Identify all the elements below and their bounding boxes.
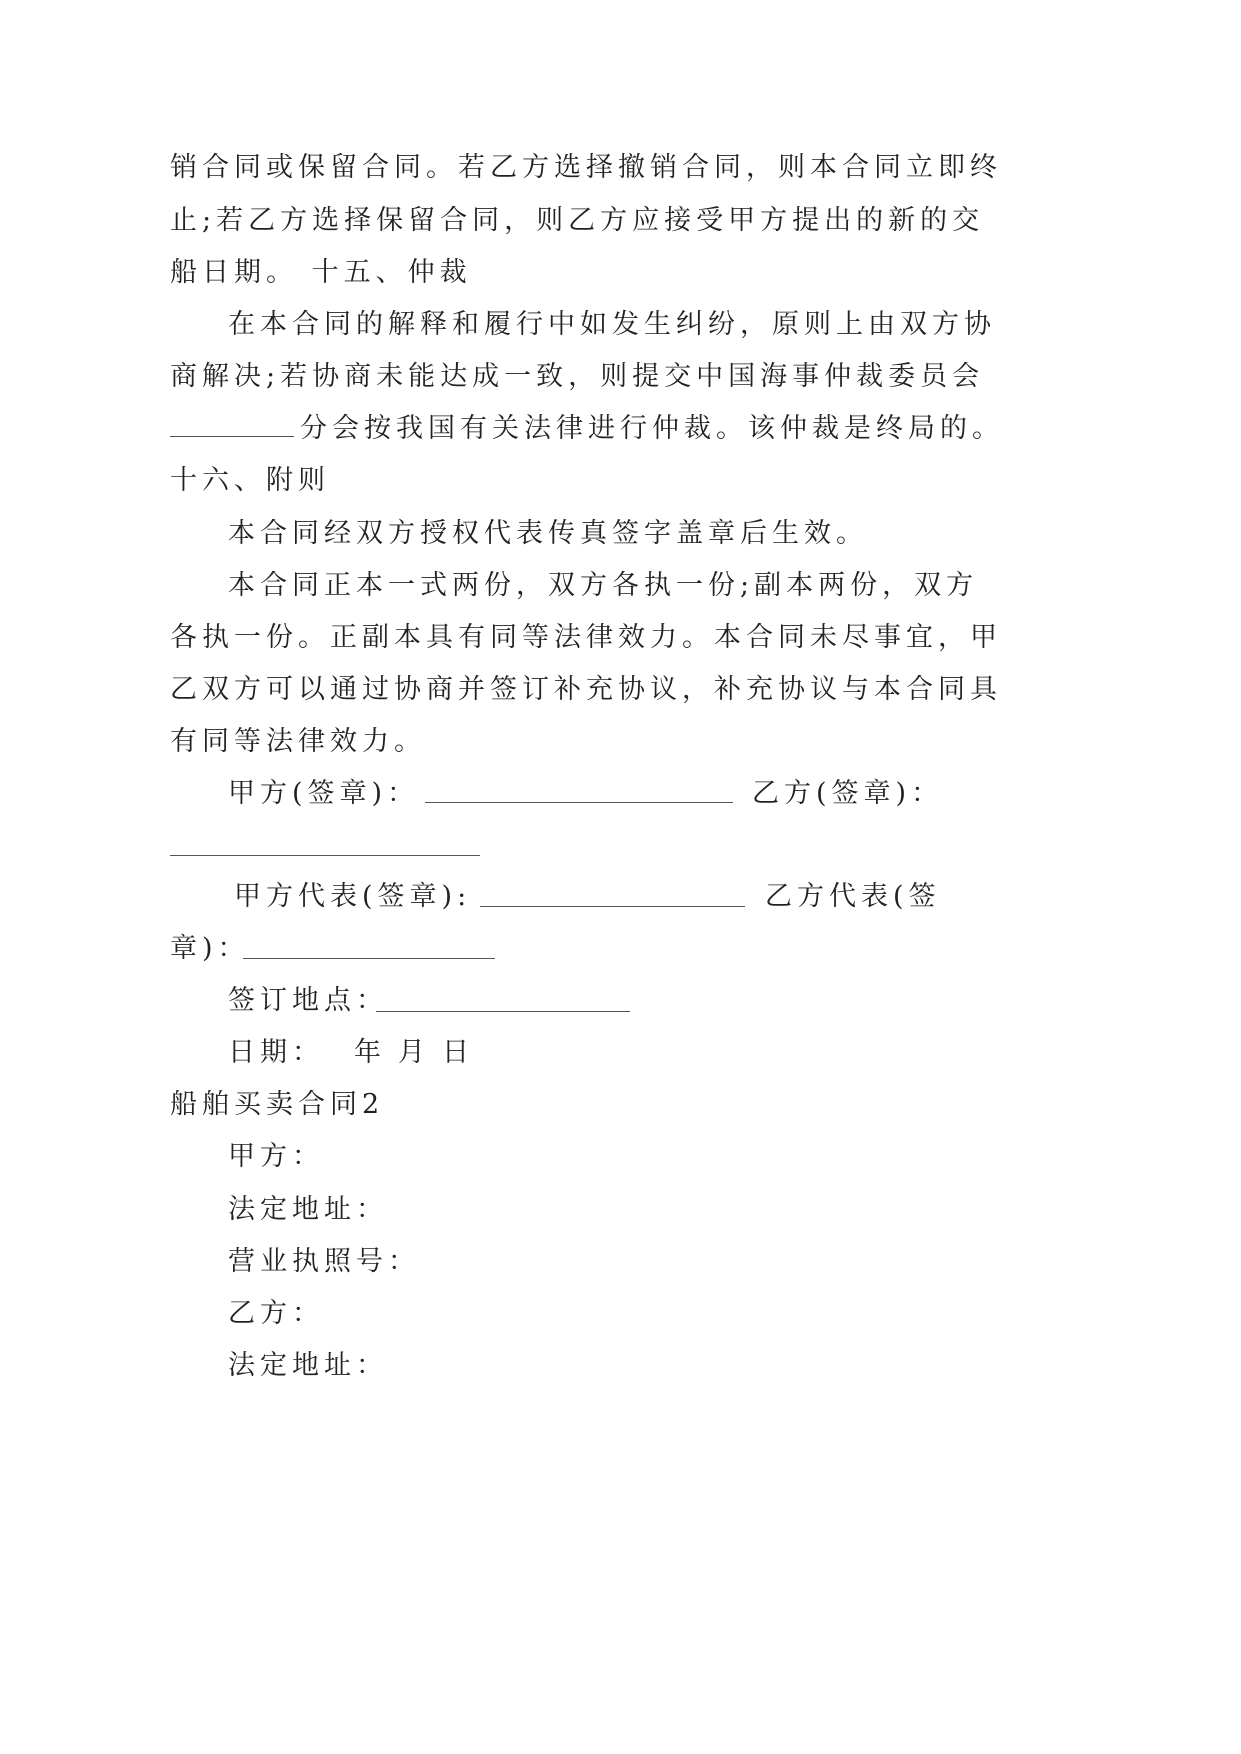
- rep-b-sign-label: 乙方代表(签: [765, 881, 941, 912]
- contract2-field-party-b: 乙方：: [228, 1298, 324, 1329]
- place-label: 签订地点：: [228, 985, 388, 1016]
- contract2-title: 船舶买卖合同2: [170, 1089, 385, 1120]
- paragraph-text: 分会按我国有关法律进行仲裁。该仲裁是终局的。: [300, 413, 1004, 444]
- party-a-sign-field[interactable]: [425, 802, 733, 803]
- contract2-field-license: 营业执照号：: [228, 1246, 420, 1277]
- rep-b-line-cont: [170, 931, 250, 967]
- place-field[interactable]: [376, 1011, 630, 1012]
- signature-line-party-b: [752, 776, 943, 812]
- rep-b-sign-label-cont: 章)：: [170, 933, 250, 964]
- paragraph-line: 各执一份。正副本具有同等法律效力。本合同未尽事宜，甲: [170, 622, 1002, 653]
- contract2-field-address-b: 法定地址：: [228, 1350, 388, 1381]
- paragraph-line: 销合同或保留合同。若乙方选择撤销合同，则本合同立即终: [170, 152, 1002, 183]
- paragraph-line: 止;若乙方选择保留合同，则乙方应接受甲方提出的新的交: [170, 205, 985, 236]
- rep-a-sign-label: 甲方代表(签章):: [234, 881, 472, 912]
- blank-underline: [170, 414, 294, 437]
- party-b-sign-field[interactable]: [170, 855, 480, 856]
- day-label: 日: [442, 1037, 474, 1068]
- party-a-sign-label: 甲方(签章)：: [228, 778, 420, 809]
- paragraph-line: 乙双方可以通过协商并签订补充协议，补充协议与本合同具: [170, 674, 1002, 705]
- rep-b-line: [765, 879, 941, 915]
- date-line: [228, 1035, 474, 1071]
- contract2-field-party-a: 甲方：: [228, 1141, 324, 1172]
- paragraph-line: 船日期。 十五、仲裁: [170, 257, 472, 288]
- rep-a-line: [234, 879, 471, 915]
- date-label: 日期：: [228, 1037, 324, 1068]
- rep-a-sign-field[interactable]: [480, 906, 745, 907]
- paragraph-line: [170, 411, 1004, 447]
- paragraph-line: 有同等法律效力。: [170, 726, 426, 757]
- party-b-sign-label: 乙方(签章)：: [752, 778, 944, 809]
- place-line: [228, 983, 388, 1019]
- paragraph-line: 本合同正本一式两份，双方各执一份;副本两份，双方: [228, 570, 979, 601]
- paragraph-line: 在本合同的解释和履行中如发生纠纷，原则上由双方协: [228, 309, 996, 340]
- month-label: 月: [398, 1037, 430, 1068]
- section-heading: 十六、附则: [170, 465, 330, 496]
- rep-b-sign-field[interactable]: [243, 958, 495, 959]
- signature-line-party-a: [228, 776, 419, 812]
- paragraph-line: 本合同经双方授权代表传真签字盖章后生效。: [228, 518, 868, 549]
- contract2-field-address: 法定地址：: [228, 1194, 388, 1225]
- year-label: 年: [354, 1037, 386, 1068]
- paragraph-line: 商解决;若协商未能达成一致，则提交中国海事仲裁委员会: [170, 361, 985, 392]
